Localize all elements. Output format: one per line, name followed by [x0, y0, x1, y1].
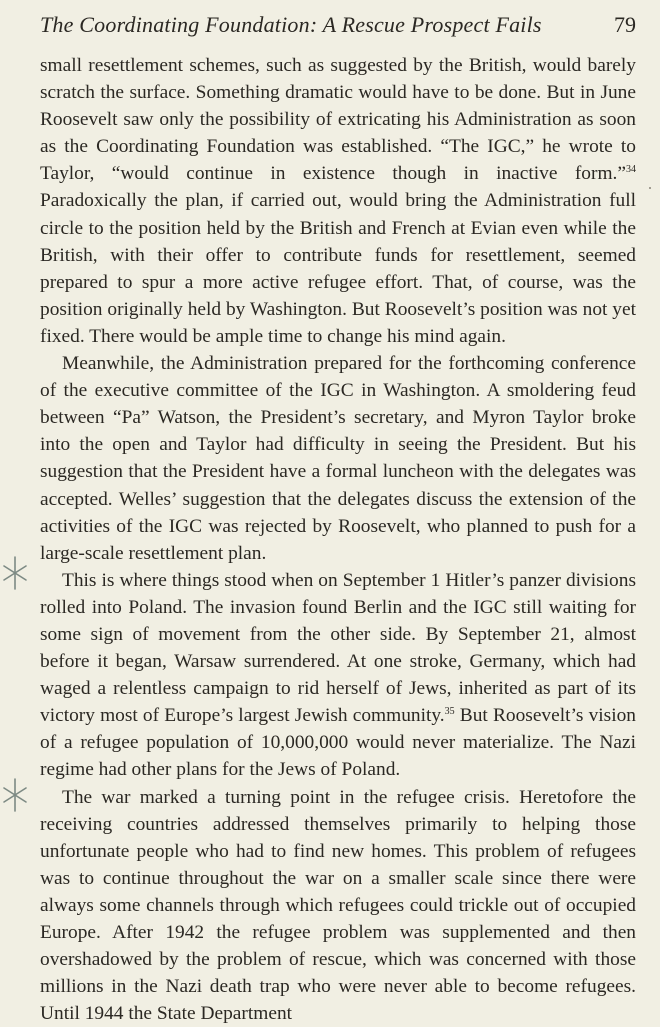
paragraph-1-text-b: Paradoxically the plan, if carried out, would bring the Administration full circle to the position held by the British and French at Evian even while the British, with their offer to contribute funds for resettlement, seemed prepared to spur a more active refugee effort. That, of course, was the position originally held by Washington. But Roosevelt’s position was not yet fixed. There would be ample time to change his mind again.: [40, 190, 636, 347]
page-number: 79: [614, 12, 636, 37]
paragraph-1: [40, 52, 636, 350]
footnote-ref-35: 35: [444, 706, 455, 718]
paragraph-1-text-a: small resettlement schemes, such as suggested by the British, would barely scratch the surface. Something dramatic would have to be done. But in June Roosevelt saw only the possibility of extricating his Administration as soon as the Coordinating Foundation was established. “The IGC,” he wrote to Taylor, “would continue in existence though in inactive form.”: [40, 55, 636, 185]
running-header: [40, 12, 636, 42]
paragraph-4: The war marked a turning point in the refugee crisis. Heretofore the receiving countries addressed themselves primarily to helping those unfortunate people who had to find new homes. This problem of refugees was to continue throughout the war on a smaller scale since there were always some channels through which refugees could trickle out of occupied Europe. After 1942 the refugee problem was supplemented and then overshadowed by the problem of rescue, which was concerned with those millions in the Nazi death trap who were never able to become refugees. Until 1944 the State Department: [40, 786, 636, 1025]
asterisk-margin-mark-icon: [2, 556, 28, 590]
paragraph-3-text-a: This is where things stood when on September 1 Hitler’s panzer divisions rolled into Poland. The invasion found Berlin and the IGC still waiting for some sign of movement from the other side. By September 21, almost before it began, Warsaw surrendered. At one stroke, Germany, which had waged a relentless campaign to rid herself of Jews, inherited as part of its victory most of Europe’s largest Jewish community.: [40, 569, 636, 727]
asterisk-margin-mark-icon: [2, 778, 28, 812]
paragraph-2: Meanwhile, the Administration prepared for the forthcoming conference of the executive committee of the IGC in Washington. A smoldering feud between “Pa” Watson, the President’s secretary, and Myron Taylor broke into the open and Taylor had difficulty in seeing the President. But his suggestion that the President have a formal luncheon with the delegates was accepted. Welles’ suggestion that the delegates discuss the extension of the activities of the IGC was rejected by Roosevelt, who planned to push for a large-scale resettlement plan.: [40, 353, 636, 564]
page-speck: [649, 187, 651, 189]
body-text: [40, 52, 636, 1027]
footnote-ref-34: 34: [626, 164, 636, 176]
running-title: The Coordinating Foundation: A Rescue Prospect Fails: [40, 12, 542, 37]
paragraph-3: [40, 567, 636, 784]
paragraph-3-text-b: But Roosevelt’s vision of a refugee population of 10,000,000 would never materialize. The Nazi regime had other plans for the Jews of Poland.: [40, 705, 636, 781]
